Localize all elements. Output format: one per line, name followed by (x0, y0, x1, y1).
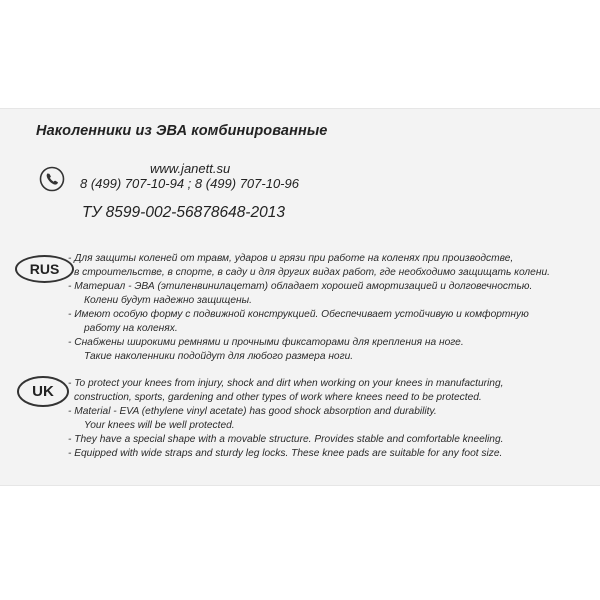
uk-line: - They have a special shape with a movable structure. Provides stable and comfortable kneeling. (68, 434, 504, 445)
product-title: Наколенники из ЭВА комбинированные (36, 123, 328, 139)
uk-line: - Equipped with wide straps and sturdy leg locks. These knee pads are suitable for any foot size. (68, 448, 503, 459)
uk-badge: UK (17, 376, 69, 407)
rus-line: - Для защиты коленей от травм, ударов и грязи при работе на коленях при производстве, (68, 253, 514, 264)
rus-line: - Материал - ЭВА (этиленвинилацетат) обладает хорошей амортизацией и долговечностью. (68, 281, 533, 292)
website-text: www.janett.su (150, 161, 231, 176)
uk-line: - Material - EVA (ethylene vinyl acetate) has good shock absorption and durability. (68, 406, 437, 417)
tu-code: ТУ 8599-002-56878648-2013 (82, 204, 285, 221)
rus-line: - Снабжены широкими ремнями и прочными фиксаторами для крепления на ноге. (68, 337, 464, 348)
rus-line: Колени будут надежно защищены. (84, 295, 252, 306)
rus-line: в строительстве, в спорте, в саду и для других видах работ, где необходимо защищать колени. (74, 267, 550, 278)
rus-line: - Имеют особую форму с подвижной конструкцией. Обеспечивает устойчивую и комфортную (68, 309, 529, 320)
rus-line: работу на коленях. (84, 323, 178, 334)
phone-icon (39, 166, 65, 192)
uk-description (68, 377, 503, 461)
phone-numbers: 8 (499) 707-10-94 ; 8 (499) 707-10-96 (80, 176, 299, 191)
rus-badge: RUS (15, 255, 74, 283)
rus-line: Такие наколенники подойдут для любого размера ноги. (84, 351, 354, 362)
rus-description (68, 252, 550, 364)
uk-line: - To protect your knees from injury, shock and dirt when working on your knees in manufacturing, (68, 378, 504, 389)
uk-line: Your knees will be well protected. (84, 420, 235, 431)
uk-line: construction, sports, gardening and other types of work where knees need to be protected. (74, 392, 482, 403)
